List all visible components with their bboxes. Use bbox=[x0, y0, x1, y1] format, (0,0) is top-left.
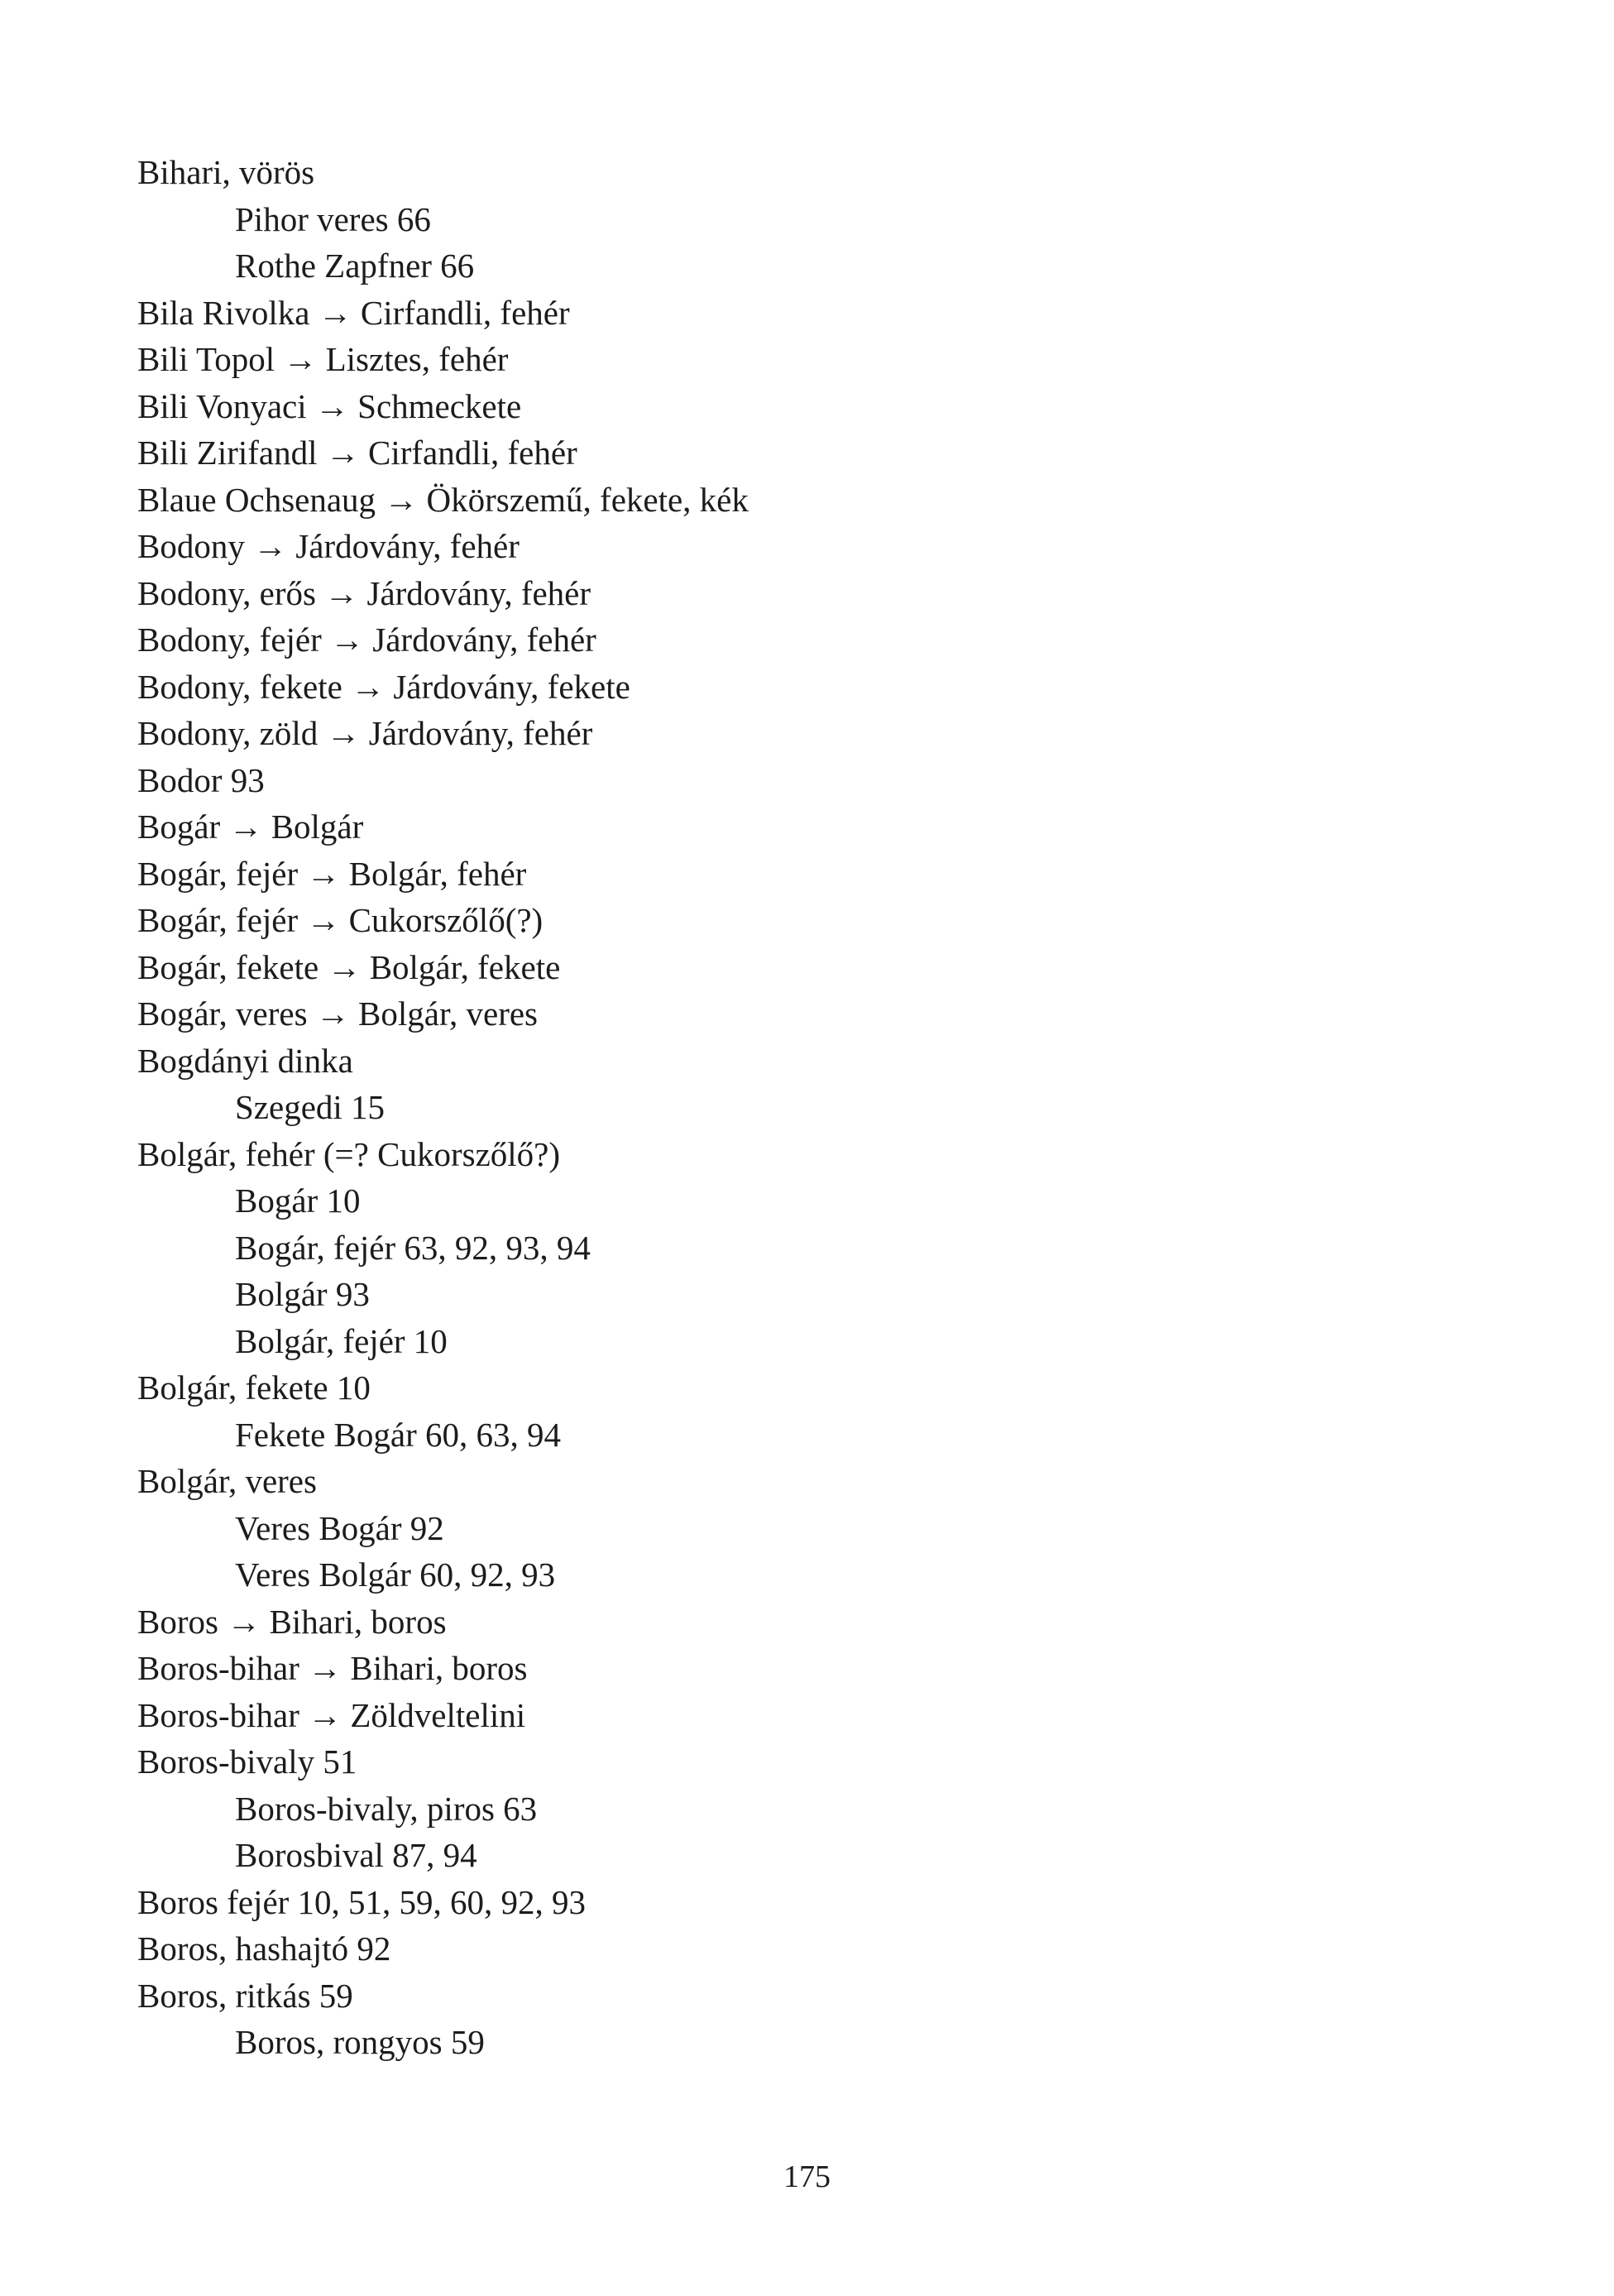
index-entry: Bila Rivolka → Cirfandli, fehér bbox=[137, 293, 570, 332]
index-subentry: Bogár 10 bbox=[235, 1182, 361, 1220]
index-entry: Boros-bivaly 51 bbox=[137, 1742, 357, 1781]
index-list bbox=[137, 149, 749, 2066]
index-entry: Bili Zirifandl → Cirfandli, fehér bbox=[137, 434, 577, 472]
index-subentry: Bogár, fejér 63, 92, 93, 94 bbox=[235, 1228, 591, 1267]
index-entry: Blaue Ochsenaug → Ökörszemű, fekete, kék bbox=[137, 480, 749, 519]
index-entry: Bodony, fejér → Járdovány, fehér bbox=[137, 621, 596, 659]
index-entry: Boros → Bihari, boros bbox=[137, 1602, 447, 1641]
index-entry: Boros, ritkás 59 bbox=[137, 1976, 353, 2015]
index-subentry: Rothe Zapfner 66 bbox=[235, 247, 475, 285]
index-entry: Bodony, zöld → Járdovány, fehér bbox=[137, 714, 593, 752]
index-subentry: Bolgár 93 bbox=[235, 1275, 370, 1313]
index-entry: Boros fejér 10, 51, 59, 60, 92, 93 bbox=[137, 1882, 587, 1921]
index-entry: Bodony, erős → Járdovány, fehér bbox=[137, 573, 591, 612]
index-entry: Bolgár, fekete 10 bbox=[137, 1368, 371, 1407]
index-entry: Bili Topol → Lisztes, fehér bbox=[137, 340, 509, 378]
index-entry: Bili Vonyaci → Schmeckete bbox=[137, 386, 522, 425]
index-entry: Bogár, fejér → Cukorszőlő(?) bbox=[137, 901, 544, 939]
index-subentry: Veres Bogár 92 bbox=[235, 1508, 444, 1547]
index-subentry: Pihor veres 66 bbox=[235, 199, 431, 238]
index-subentry: Fekete Bogár 60, 63, 94 bbox=[235, 1415, 561, 1454]
index-entry: Bodony, fekete → Járdovány, fekete bbox=[137, 667, 630, 706]
index-subentry: Veres Bolgár 60, 92, 93 bbox=[235, 1555, 556, 1594]
index-entry: Boros-bihar → Zöldveltelini bbox=[137, 1695, 526, 1734]
index-entry: Bogdányi dinka bbox=[137, 1041, 353, 1080]
index-entry: Bogár → Bolgár bbox=[137, 808, 364, 846]
index-subentry: Borosbival 87, 94 bbox=[235, 1836, 477, 1874]
page-number: 175 bbox=[783, 2159, 831, 2194]
index-entry: Boros-bihar → Bihari, boros bbox=[137, 1649, 528, 1687]
index-entry: Bodor 93 bbox=[137, 760, 265, 799]
index-entry: Bihari, vörös bbox=[137, 153, 315, 191]
index-entry: Bogár, veres → Bolgár, veres bbox=[137, 995, 539, 1033]
index-subentry: Bolgár, fejér 10 bbox=[235, 1321, 448, 1360]
index-entry: Bolgár, veres bbox=[137, 1462, 317, 1500]
index-subentry: Boros-bivaly, piros 63 bbox=[235, 1789, 538, 1828]
index-entry: Bogár, fejér → Bolgár, fehér bbox=[137, 854, 527, 893]
index-subentry: Szegedi 15 bbox=[235, 1088, 386, 1126]
index-entry: Bolgár, fehér (=? Cukorszőlő?) bbox=[137, 1134, 561, 1173]
index-entry: Boros, hashajtó 92 bbox=[137, 1929, 391, 1968]
index-entry: Bogár, fekete → Bolgár, fekete bbox=[137, 947, 561, 986]
index-subentry: Boros, rongyos 59 bbox=[235, 2023, 485, 2061]
index-entry: Bodony → Járdovány, fehér bbox=[137, 527, 520, 565]
